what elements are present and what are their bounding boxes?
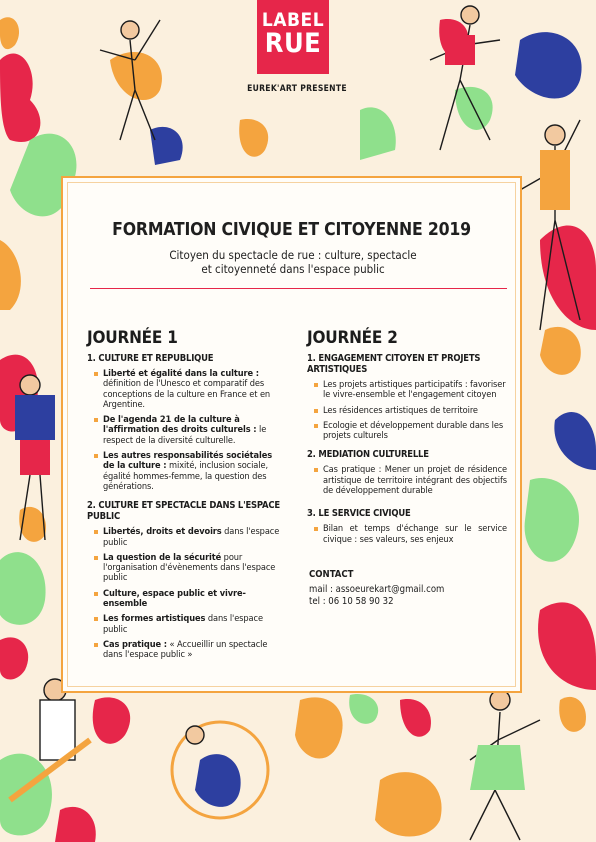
orange-blob: [540, 327, 581, 375]
item-text: « Accueillir un spectacle dans l'espace public »: [103, 638, 268, 661]
logo-line-2: RUE: [264, 28, 322, 59]
item-text: dans l'espace public: [103, 613, 263, 635]
section-title: 2. MEDIATION CULTURELLE: [307, 449, 429, 461]
blue-blob: [515, 32, 582, 98]
day-2-column: [307, 328, 507, 608]
item-text: mixité, inclusion sociale, égalité hommes-femme, la question des générations.: [103, 460, 268, 492]
list-item: [323, 406, 507, 416]
section-title: 1. CULTURE ET REPUBLIQUE: [87, 353, 214, 364]
orange-blob: [19, 507, 46, 542]
list-item: [103, 415, 285, 446]
day-2-heading: JOURNÉE 2: [307, 328, 398, 348]
section-list: [307, 380, 507, 441]
red-blob: [400, 699, 431, 737]
red-blob: [93, 697, 130, 743]
list-item: [103, 451, 285, 492]
section-list: [87, 369, 285, 492]
list-item: [323, 465, 507, 496]
list-item: [103, 553, 285, 584]
orange-blob: [0, 240, 21, 310]
program-card: [61, 176, 522, 693]
red-blob: [0, 17, 19, 49]
item-bold: La question de la sécurité: [103, 551, 222, 563]
item-text: Les résidences artistiques de territoire: [323, 404, 478, 416]
page-title: FORMATION CIVIQUE ET CITOYENNE 2019: [112, 220, 471, 240]
orange-blob: [375, 772, 442, 836]
item-bold: Les formes artistiques: [103, 613, 206, 625]
logo-line-1: LABEL: [261, 9, 325, 31]
subtitle-line-1: Citoyen du spectacle de rue : culture, spectacle: [169, 248, 417, 262]
subtitle-line-2: et citoyenneté dans l'espace public: [201, 262, 385, 276]
red-blob: [540, 226, 596, 330]
day-1-heading: JOURNÉE 1: [87, 328, 178, 348]
list-item: [323, 380, 507, 401]
item-text: Ecologie et développement durable dans les projets culturels: [323, 419, 504, 442]
section-title: 2. CULTURE ET SPECTACLE DANS L'ESPACE PUBLIC: [87, 500, 280, 523]
list-item: [323, 524, 507, 545]
section-title: 1. ENGAGEMENT CITOYEN ET PROJETS ARTISTIQUES: [307, 353, 481, 375]
contact-heading: CONTACT: [309, 568, 354, 580]
blue-blob: [554, 412, 596, 470]
item-bold: Les autres responsabilités sociétales de la culture :: [103, 450, 273, 472]
red-blob: [538, 602, 596, 690]
item-bold: Culture, espace public et vivre-ensemble: [103, 587, 246, 610]
label-rue-logo: [257, 0, 329, 74]
item-bold: Cas pratique :: [103, 638, 167, 650]
item-text: pour l'organisation d'évènements dans l'espace public: [103, 551, 276, 584]
item-text: Bilan et temps d'échange sur le service civique : ses valeurs, ses enjeux: [323, 523, 507, 545]
section-list: [87, 527, 285, 660]
presents-tagline: EUREK'ART PRESENTE: [247, 84, 347, 94]
green-blob: [0, 552, 46, 625]
list-item: [103, 589, 285, 610]
blue-blob: [195, 754, 241, 807]
green-blob: [0, 754, 52, 836]
section-list: [307, 465, 507, 496]
blue-blob: [150, 127, 183, 165]
item-text: le respect de la diversité culturelle.: [103, 424, 267, 446]
orange-blob: [239, 119, 268, 157]
list-item: [103, 614, 285, 635]
item-text: dans l'espace public: [103, 526, 280, 548]
section-title: 3. LE SERVICE CIVIQUE: [307, 508, 411, 520]
item-text: Les projets artistiques participatifs : favoriser le vivre-ensemble et l'engagement citoyen: [323, 379, 506, 401]
red-blob: [55, 807, 96, 842]
list-item: [103, 369, 285, 410]
item-bold: Libertés, droits et devoirs: [103, 526, 222, 538]
orange-blob: [559, 697, 586, 732]
list-item: [103, 640, 285, 661]
contact-email: mail : assoeurekart@gmail.com: [309, 583, 445, 595]
contact-phone: tel : 06 10 58 90 32: [309, 595, 394, 607]
red-blob: [0, 637, 28, 679]
divider: [90, 288, 507, 289]
list-item: [323, 421, 507, 442]
dancer-figure-bottom-right: [470, 690, 540, 840]
section-list: [307, 524, 507, 545]
list-item: [103, 527, 285, 548]
item-text: Cas pratique : Mener un projet de résidence artistique de territoire intégrant des objectifs de développement durable: [323, 464, 507, 497]
item-text: définition de l'Unesco et comparatif des conceptions de la culture en France et en Argentine.: [103, 378, 271, 410]
item-bold: Liberté et égalité dans la culture :: [103, 368, 259, 379]
orange-blob: [295, 697, 343, 758]
green-blob: [360, 107, 396, 160]
green-blob: [0, 54, 40, 142]
green-blob: [349, 694, 378, 724]
green-blob: [525, 478, 579, 562]
page-subtitle: [123, 248, 463, 276]
day-1-column: [87, 328, 285, 669]
item-bold: De l'agenda 21 de la culture à l'affirmation des droits culturels :: [103, 414, 257, 436]
